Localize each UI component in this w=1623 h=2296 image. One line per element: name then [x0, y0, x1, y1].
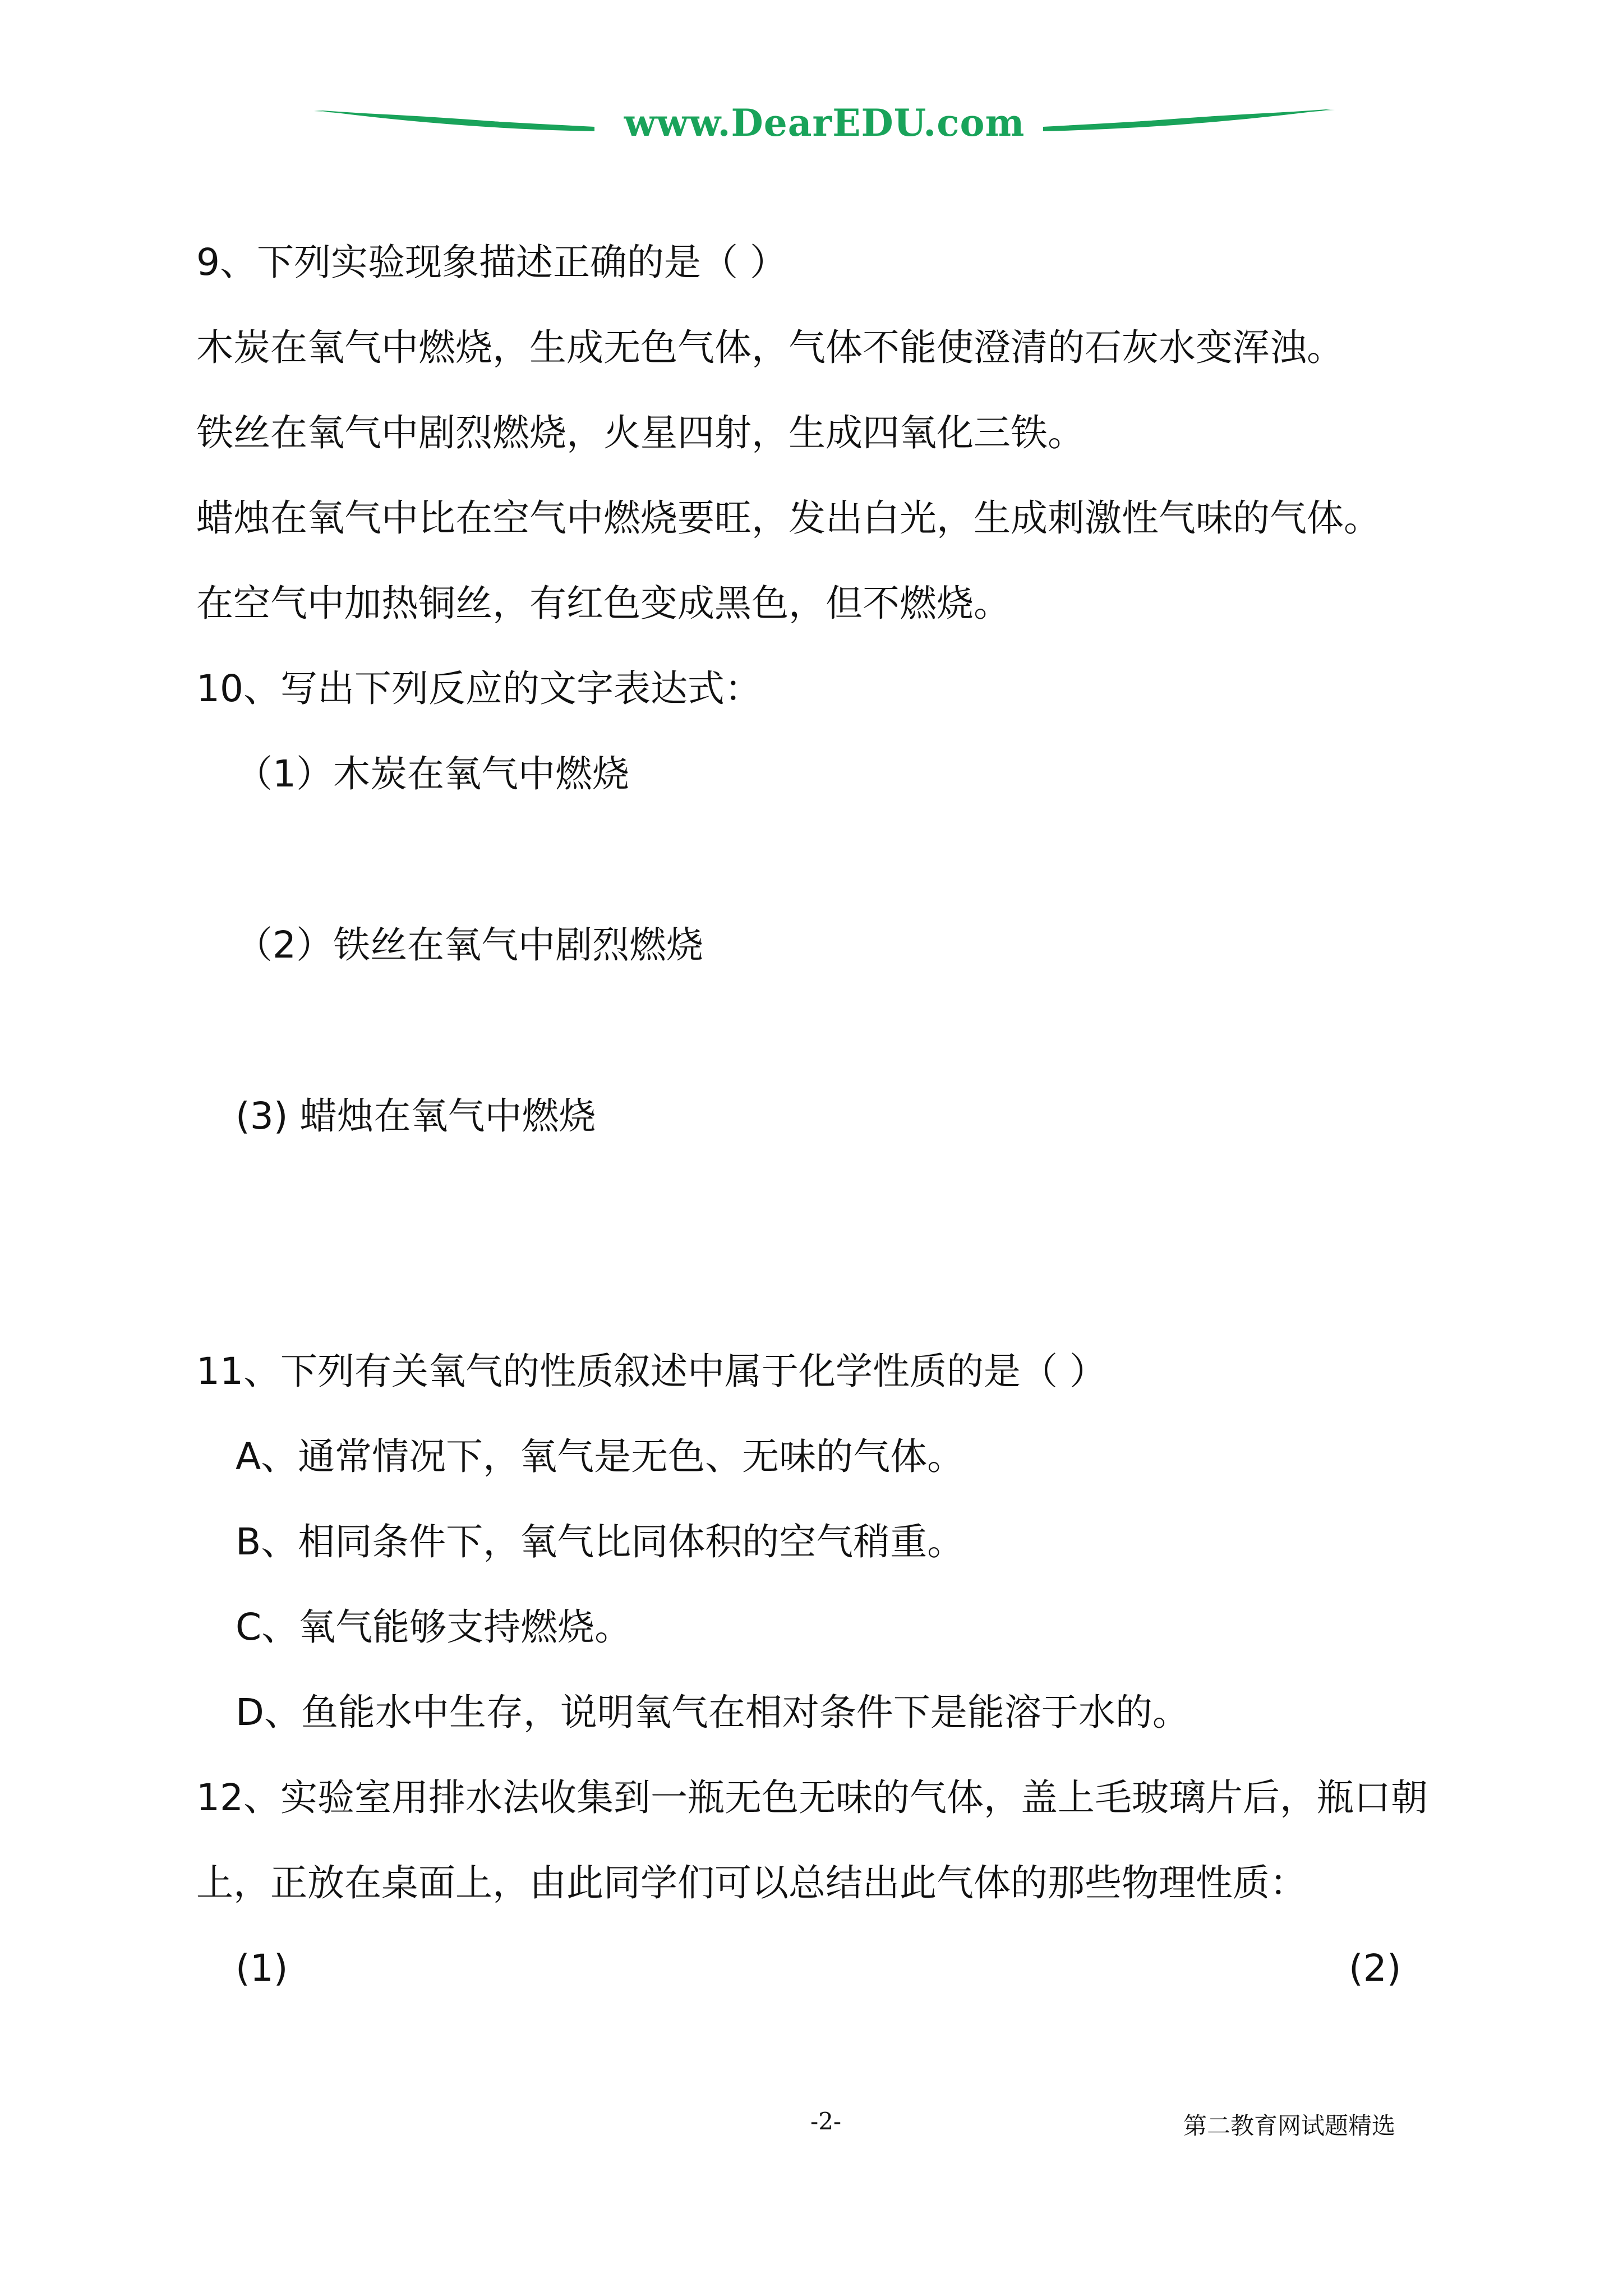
q11-option-b: B、相同条件下，氧气比同体积的空气稍重。 — [236, 1520, 965, 1563]
q10-part-3: (3) 蜡烛在氧气中燃烧 — [236, 1094, 596, 1138]
q11-option-d: D、鱼能水中生存，说明氧气在相对条件下是能溶于水的。 — [236, 1691, 1189, 1734]
q11-option-c: C、氧气能够支持燃烧。 — [236, 1605, 632, 1649]
q9-stem: 9、下列实验现象描述正确的是（ ） — [196, 241, 787, 284]
q9-option-4: 在空气中加热铜丝，有红色变成黑色，但不燃烧。 — [196, 582, 1011, 625]
site-header — [314, 90, 1335, 168]
site-logo: www.DearEDU.com — [624, 101, 1025, 145]
q9-option-1: 木炭在氧气中燃烧，生成无色气体，气体不能使澄清的石灰水变浑浊。 — [196, 326, 1344, 369]
footer-site-name: 第二教育网试题精选 — [1183, 2112, 1396, 2139]
q12-blank-1: (1) — [236, 1947, 288, 1990]
q12-stem-line-2: 上，正放在桌面上，由此同学们可以总结出此气体的那些物理性质： — [196, 1861, 1307, 1904]
q10-part-1: （1）木炭在氧气中燃烧 — [236, 752, 629, 795]
q9-option-2: 铁丝在氧气中剧烈燃烧，火星四射，生成四氧化三铁。 — [196, 411, 1085, 454]
q10-part-2: （2）铁丝在氧气中剧烈燃烧 — [236, 923, 703, 967]
q12-blank-2: (2) — [1349, 1947, 1401, 1990]
q10-stem: 10、写出下列反应的文字表达式： — [196, 667, 762, 710]
q9-option-3: 蜡烛在氧气中比在空气中燃烧要旺，发出白光，生成刺激性气味的气体。 — [196, 496, 1381, 540]
q11-option-a: A、通常情况下，氧气是无色、无味的气体。 — [236, 1435, 965, 1478]
q12-stem-line-1: 12、实验室用排水法收集到一瓶无色无味的气体，盖上毛玻璃片后，瓶口朝 — [196, 1776, 1428, 1819]
page-number: -2- — [810, 2108, 842, 2135]
q11-stem: 11、下列有关氧气的性质叙述中属于化学性质的是（ ） — [196, 1350, 1106, 1393]
